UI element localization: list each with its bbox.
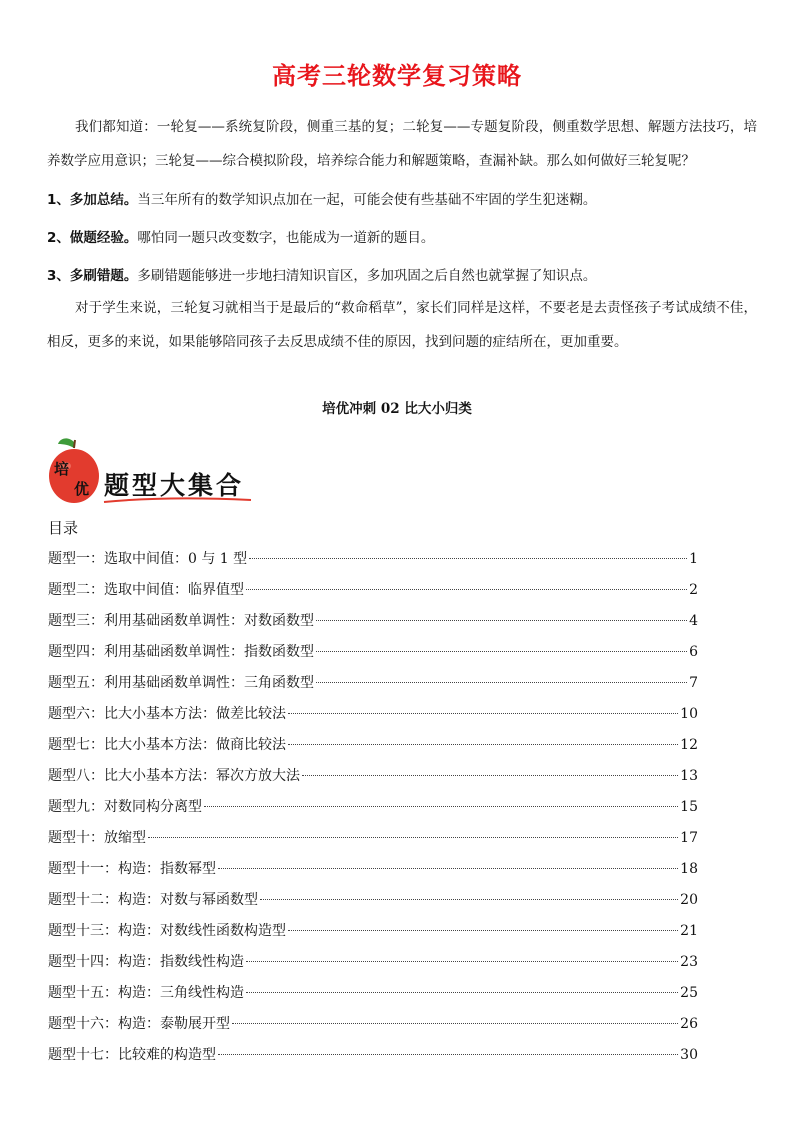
toc-entry-title: 题型十五：构造：三角线性构造 [48,985,244,1001]
toc-entry-title: 题型十二：构造：对数与幂函数型 [48,892,258,908]
toc-entry[interactable] [48,575,698,606]
toc-entry-title: 题型十七：比较难的构造型 [48,1047,216,1063]
toc-entry[interactable] [48,916,698,947]
toc-entry-page: 18 [680,861,698,877]
toc-leader-dots [148,837,678,838]
toc-entry-title: 题型二：选取中间值：临界值型 [48,582,244,598]
point-3 [47,266,757,286]
toc-entry-page: 21 [680,923,698,939]
toc-leader-dots [316,620,687,621]
toc-leader-dots [302,775,678,776]
toc-entry-page: 23 [680,954,698,970]
toc-entry-page: 2 [689,582,698,598]
point-1-text: 当三年所有的数学知识点加在一起，可能会使有些基础不牢固的学生犯迷糊。 [137,192,597,208]
toc-leader-dots [260,899,678,900]
toc-entry-page: 13 [680,768,698,784]
toc-entry-page: 10 [680,706,698,722]
point-2-text: 哪怕同一题只改变数字，也能成为一道新的题目。 [137,230,435,246]
toc-entry-title: 题型一：选取中间值：0 与 1 型 [48,551,248,567]
toc-leader-dots [316,651,687,652]
toc-entry[interactable] [48,1040,698,1071]
toc-entry[interactable] [48,699,698,730]
point-2 [47,228,757,248]
toc-entry[interactable] [48,792,698,823]
toc-leader-dots [246,589,687,590]
toc-entry[interactable] [48,544,698,575]
toc-entry[interactable] [48,1009,698,1040]
toc-entry[interactable] [48,823,698,854]
toc-entry-page: 6 [689,644,698,660]
toc-entry-title: 题型十：放缩型 [48,830,146,846]
toc-leader-dots [218,868,678,869]
toc-entry-title: 题型九：对数同构分离型 [48,799,202,815]
toc-entry-page: 20 [680,892,698,908]
toc-entry-title: 题型十一：构造：指数幂型 [48,861,216,877]
toc-entry[interactable] [48,606,698,637]
toc-entry[interactable] [48,885,698,916]
logo-badge-2: 优 [74,480,90,498]
toc-leader-dots [288,713,678,714]
toc-leader-dots [232,1023,678,1024]
toc-entry-page: 7 [689,675,698,691]
toc-entry-title: 题型三：利用基础函数单调性：对数函数型 [48,613,314,629]
point-3-label: 3、多刷错题。 [47,268,138,284]
toc-entry-page: 4 [689,613,698,629]
toc-entry[interactable] [48,761,698,792]
toc-entry-title: 题型十四：构造：指数线性构造 [48,954,244,970]
toc-entry[interactable] [48,637,698,668]
toc-entry-title: 题型八：比大小基本方法：幂次方放大法 [48,768,300,784]
point-2-label: 2、做题经验。 [47,230,138,246]
toc-entry-page: 26 [680,1016,698,1032]
toc-entry[interactable] [48,978,698,1009]
toc-entry-title: 题型四：利用基础函数单调性：指数函数型 [48,644,314,660]
toc-entry-page: 15 [680,799,698,815]
point-1-label: 1、多加总结。 [47,192,138,208]
apple-icon [46,436,256,508]
toc-entry[interactable] [48,947,698,978]
toc-entry-title: 题型七：比大小基本方法：做商比较法 [48,737,286,753]
toc-leader-dots [246,961,678,962]
toc-entry-page: 1 [689,551,698,567]
point-3-text: 多刷错题能够进一步地扫清知识盲区，多加巩固之后自然也就掌握了知识点。 [137,268,597,284]
section-subtitle: 培优冲刺 02 比大小归类 [322,401,472,417]
toc-leader-dots [316,682,687,683]
point-1 [47,190,757,210]
page-title: 高考三轮数学复习策略 [272,62,522,90]
toc-leader-dots [246,992,678,993]
toc-entry-title: 题型十六：构造：泰勒展开型 [48,1016,230,1032]
toc-entry-title: 题型十三：构造：对数线性函数构造型 [48,923,286,939]
toc-leader-dots [288,744,678,745]
toc-entry-page: 30 [680,1047,698,1063]
table-of-contents [48,544,698,1071]
toc-entry-page: 25 [680,985,698,1001]
toc-entry[interactable] [48,854,698,885]
logo-badge: 培 [54,460,70,478]
toc-leader-dots [288,930,678,931]
toc-entry-title: 题型五：利用基础函数单调性：三角函数型 [48,675,314,691]
toc-leader-dots [249,558,687,559]
toc-heading: 目录 [48,519,79,537]
toc-leader-dots [204,806,678,807]
closing-paragraph: 对于学生来说，三轮复习就相当于是最后的“救命稻草”，家长们同样是这样，不要老是去责怪孩子考试成绩不佳，相反，更多的来说，如果能够陪同孩子去反思成绩不佳的原因，找到问题的症结所在，更加重要。 [47,300,757,350]
toc-leader-dots [218,1054,678,1055]
toc-entry[interactable] [48,668,698,699]
logo-caption: 题型大集合 [104,471,245,500]
toc-entry-page: 17 [680,830,698,846]
intro-paragraph: 我们都知道：一轮复——系统复阶段，侧重三基的复；二轮复——专题复阶段，侧重数学思想、解题方法技巧，培养数学应用意识；三轮复——综合模拟阶段，培养综合能力和解题策略，查漏补缺。那么如何做好三轮复呢？ [47,119,757,169]
toc-entry-page: 12 [680,737,698,753]
toc-entry[interactable] [48,730,698,761]
toc-entry-title: 题型六：比大小基本方法：做差比较法 [48,706,286,722]
